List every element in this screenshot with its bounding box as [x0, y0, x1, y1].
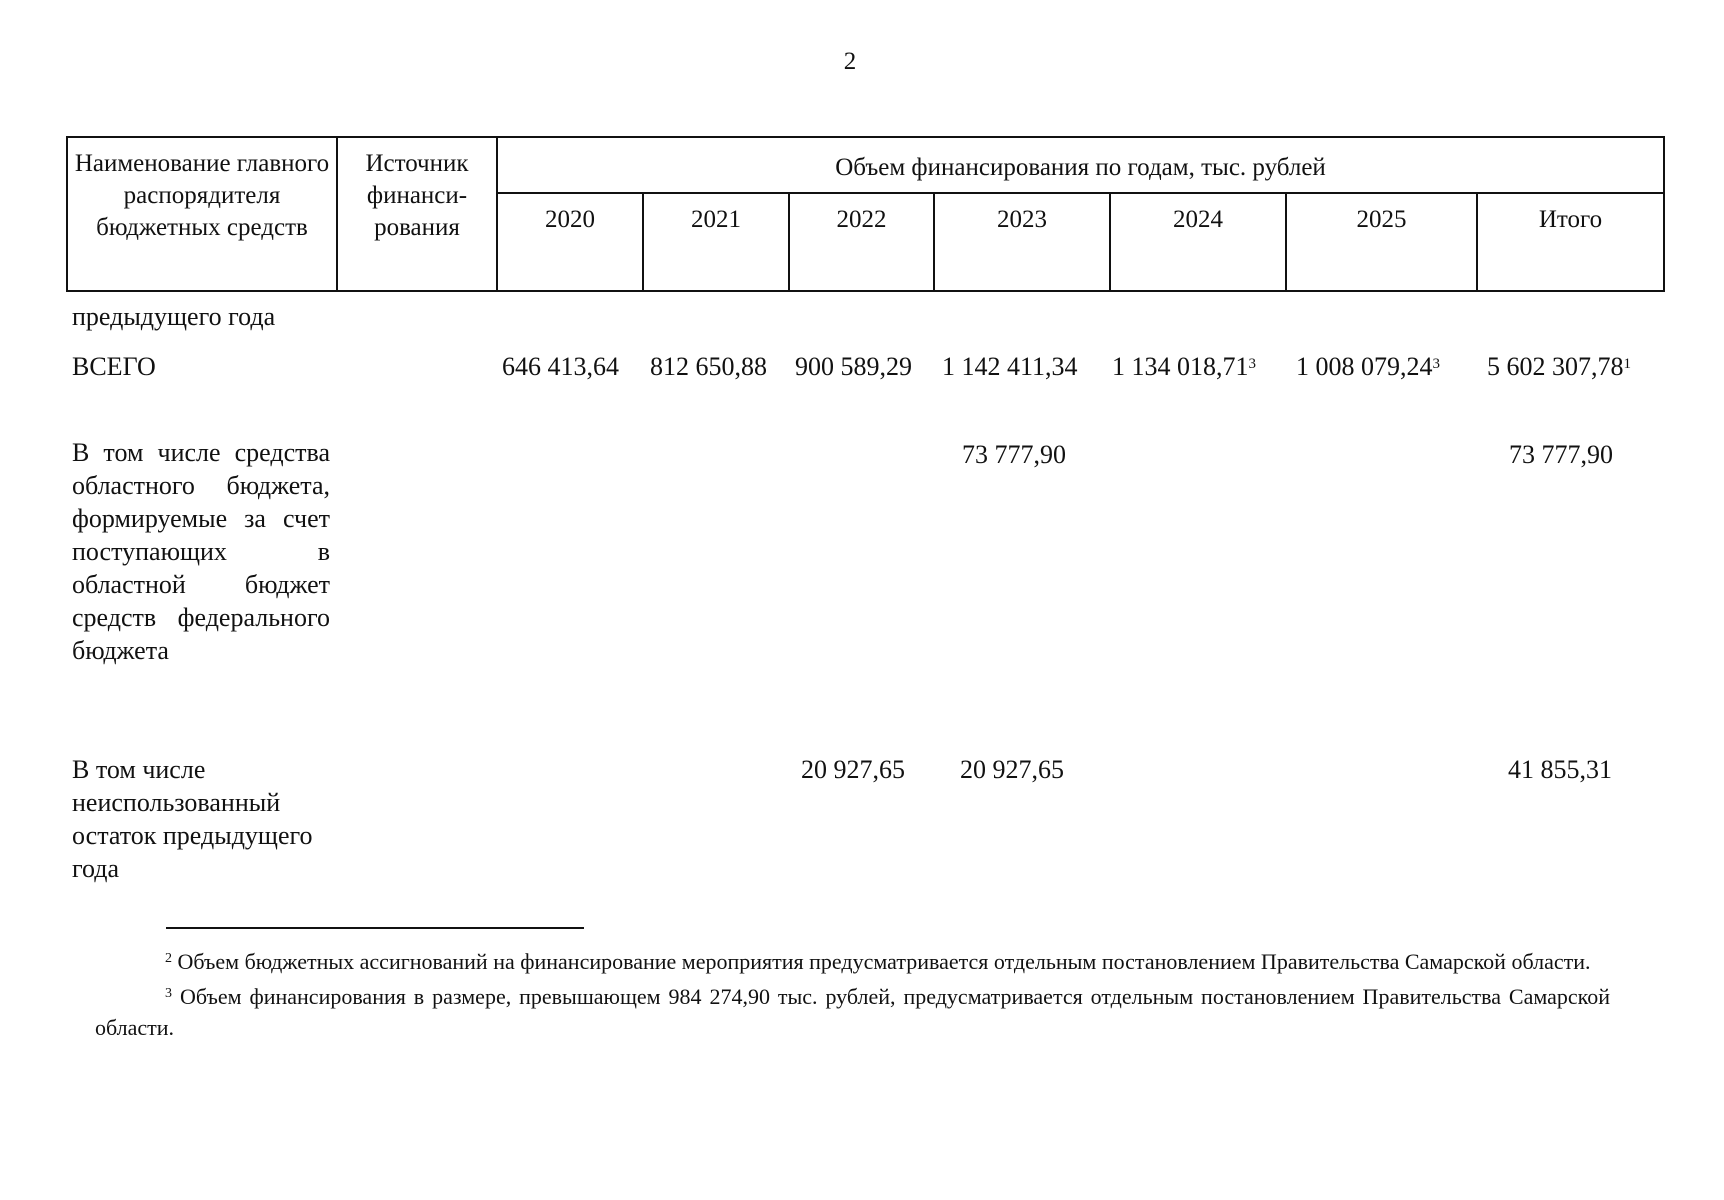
row-remainder-sum: 41 855,31 — [1508, 755, 1612, 784]
footnote-ref: 1 — [1623, 356, 1631, 372]
footnote-separator — [166, 927, 584, 929]
row-total-2022: 900 589,29 — [795, 352, 912, 381]
header-volume: Объем финансирования по годам, тыс. рублей — [497, 137, 1664, 193]
row-total-2024: 1 134 018,71$^3$ — [1112, 352, 1256, 381]
row-federal-label: В том числе средства областного бюджета, формируемые за счет поступающих в областной бюджет средств федерального бюджета — [72, 438, 330, 665]
row-total-2020: 646 413,64 — [502, 352, 619, 381]
footnote-3 — [95, 981, 1610, 1043]
row-total-2023: 1 142 411,34 — [942, 352, 1078, 381]
footnote-ref: 3 — [1248, 356, 1256, 372]
page-number: 2 — [843, 48, 857, 75]
header-year-2020: 2020 — [497, 193, 643, 291]
row-remainder-2023: 20 927,65 — [960, 755, 1064, 784]
row-total-2021: 812 650,88 — [650, 352, 767, 381]
header-year-2022: 2022 — [789, 193, 934, 291]
footnote-text: Объем бюджетных ассигнований на финансирование мероприятия предусматривается отдельным постановлением Правительства Самарской области. — [177, 949, 1591, 974]
row-remainder-2022: 20 927,65 — [801, 755, 905, 784]
header-year-2021: 2021 — [643, 193, 789, 291]
header-year-2025: 2025 — [1286, 193, 1477, 291]
footnote-ref: 3 — [1432, 356, 1440, 372]
row-total-label: ВСЕГО — [72, 352, 156, 381]
footnote-text: Объем финансирования в размере, превышающем 984 274,90 тыс. рублей, предусматривается отдельным постановлением Правительства Самарской области. — [95, 984, 1611, 1040]
footnotes — [95, 946, 1610, 1047]
row-federal-2023: 73 777,90 — [962, 440, 1066, 469]
header-year-2023: 2023 — [934, 193, 1110, 291]
row-federal-sum: 73 777,90 — [1509, 440, 1613, 469]
row-remainder-label: В том числе неиспользованный остаток предыдущего года — [72, 755, 313, 883]
footnote-2 — [95, 946, 1610, 977]
financing-table-header — [66, 136, 1665, 292]
header-total: Итого — [1477, 193, 1664, 291]
row-total-sum: 5 602 307,78$^1$ — [1487, 352, 1631, 381]
header-name-column: Наименование главного распорядителя бюджетных средств — [67, 137, 337, 291]
footnote-mark: 2 — [165, 951, 172, 966]
header-source-column: Источник финанси-рования — [337, 137, 497, 291]
row-total-2025: 1 008 079,24$^3$ — [1296, 352, 1440, 381]
header-year-2024: 2024 — [1110, 193, 1286, 291]
carryover-label: предыдущего года — [72, 302, 276, 331]
footnote-mark: 3 — [165, 986, 172, 1001]
